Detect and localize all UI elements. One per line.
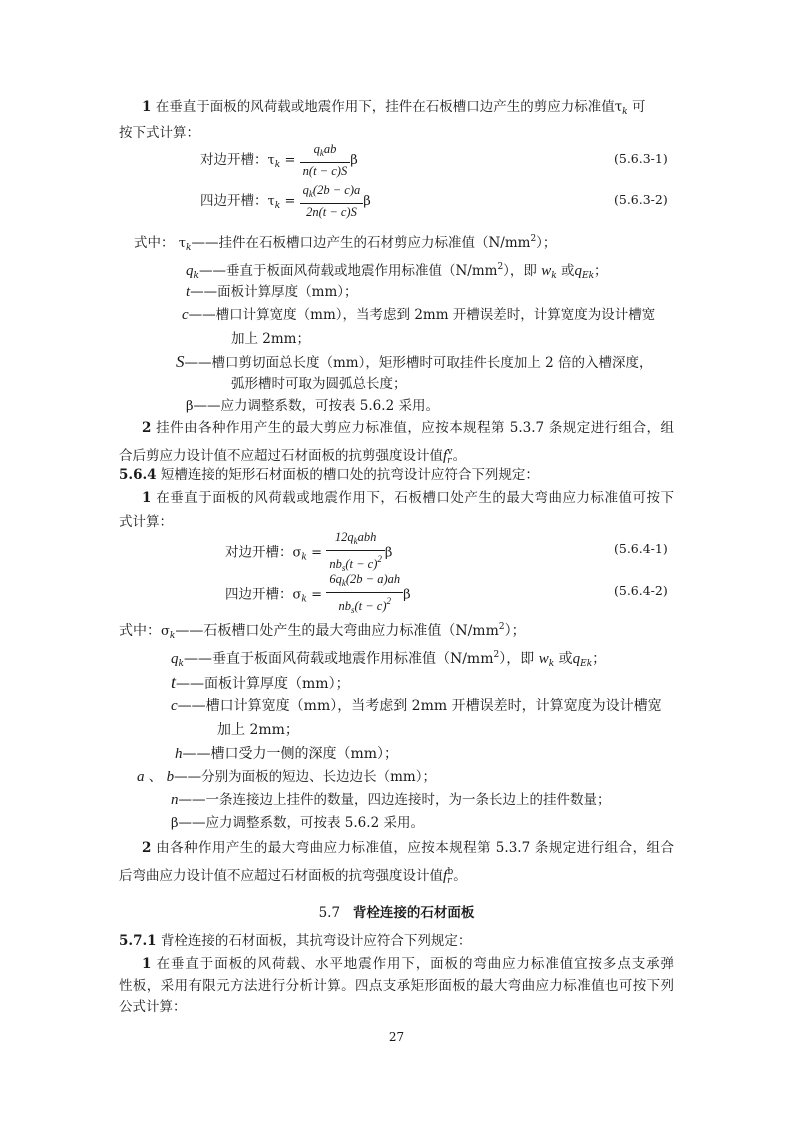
para-5-line-2: 性板，采用有限元方法进行分析计算。四点支承矩形面板的最大弯曲应力标准值也可按下列 (119, 978, 674, 994)
def-ab: a 、 b——分别为面板的短边、长边边长（mm）； (137, 769, 436, 785)
para-3-line-1: 1 在垂直于面板的风荷载或地震作用下，石板槽口处产生的最大弯曲应力标准值可按下 (142, 490, 675, 506)
para-5-line-3: 公式计算： (119, 999, 187, 1015)
def-c-cont: 加上 2mm； (231, 331, 310, 347)
page-number: 27 (388, 1030, 405, 1044)
equation-label: (5.6.3-2) (614, 192, 668, 207)
fraction: $\frac{q_k(2b - c)a}{2n(t - c)S}$ (300, 183, 364, 220)
para-4-line-2: 后弯曲应力设计值不应超过石材面板的抗弯强度设计值$f_r^b$。 (119, 867, 467, 886)
def-sigma: 式中：$\sigma_k——$石板槽口处产生的最大弯曲应力标准值$(N/mm^2)$； (119, 622, 526, 641)
equation-label: (5.6.4-1) (614, 541, 668, 556)
para-1-line-2: 按下式计算： (119, 125, 200, 141)
def-tau: 式中： $\tau_k——$挂件在石板槽口边产生的石材剪应力标准值$(N/mm^2)$； (134, 234, 557, 253)
clause-5-6-4: 5.6.4 短槽连接的矩形石材面板的槽口处的抗弯设计应符合下列规定： (119, 467, 539, 483)
clause-5-7-1: 5.7.1 背栓连接的石材面板，其抗弯设计应符合下列规定： (119, 933, 472, 949)
equation-5-6-4-2: 四边开槽：$\sigma_k$ = $\frac{6q_k(2b - a)ah}{nb_s(t - c)^2}$ β (225, 572, 411, 619)
def-c: c——槽口计算宽度（mm），当考虑到 2mm 开槽误差时，计算宽度为设计槽宽 (182, 307, 656, 323)
equation-5-6-3-2: 四边开槽：$\tau_k$ = $\frac{q_k(2b - c)a}{2n(t - c)S}$ β (200, 183, 371, 219)
def-qk: $q_k——$垂直于板面风荷载或地震作用标准值$(N/mm^2)$，即 $w_k$ 或$q_{Ek}$； (171, 650, 607, 669)
para-2-line-1: 2 挂件由各种作用产生的最大剪应力标准值，应按本规程第 5.3.7 条规定进行组合，组 (142, 420, 674, 436)
para-5-line-1: 1 在垂直于面板的风荷载、水平地震作用下，面板的弯曲应力标准值宜按多点支承弹 (142, 956, 675, 972)
equation-label: (5.6.4-2) (614, 583, 668, 598)
def-h: h——槽口受力一侧的深度（mm）； (175, 746, 399, 762)
def-t: t——面板计算厚度（mm）； (171, 672, 350, 692)
def-n: n——一条连接边上挂件的数量，四边连接时，为一条长边上的挂件数量； (171, 792, 611, 808)
def-c-cont: 加上 2mm； (217, 722, 299, 738)
fraction: $\frac{6q_k(2b - a)ah}{nb_s(t - c)^2}$ (326, 572, 403, 618)
equation-5-6-4-1: 对边开槽：$\sigma_k$ = $\frac{12q_kabh}{nb_s(t - c)^2}$ β (225, 530, 392, 577)
def-qk: $q_k——$垂直于板面风荷载或地震作用标准值$(N/mm^2)$，即 $w_k$ 或$q_{Ek}$； (186, 262, 608, 281)
para-3-line-2: 式计算： (119, 514, 173, 530)
def-s: S——槽口剪切面总长度（mm），矩形槽时可取挂件长度加上 2 倍的入槽深度， (176, 352, 653, 371)
equation-label: (5.6.3-1) (614, 151, 668, 166)
fraction: $\frac{12q_kabh}{nb_s(t - c)^2}$ (326, 530, 385, 576)
def-c: c——槽口计算宽度（mm），当考虑到 2mm 开槽误差时，计算宽度为设计槽宽 (171, 698, 662, 714)
item-number: 1 (142, 99, 152, 115)
def-s-cont: 弧形槽时可取为圆弧总长度； (231, 376, 407, 392)
def-beta: β——应力调整系数，可按表 5.6.2 采用。 (186, 398, 439, 414)
para-4-line-1: 2 由各种作用产生的最大弯曲应力标准值，应按本规程第 5.3.7 条规定进行组合，组合 (142, 840, 674, 856)
para-2-line-2: 合后剪应力设计值不应超过石材面板的抗剪强度设计值$f_r^v$。 (119, 447, 467, 466)
section-heading-5-7: 5.7 背栓连接的石材面板 (318, 905, 475, 921)
def-t: t——面板计算厚度（mm）； (186, 284, 358, 300)
def-beta: β——应力调整系数，可按表 5.6.2 采用。 (171, 815, 424, 831)
fraction: $\frac{q_kab}{n(t - c)S}$ (300, 142, 351, 179)
equation-5-6-3-1: 对边开槽：$\tau_k$ = $\frac{q_kab}{n(t - c)S}$ β (200, 142, 358, 178)
para-1-line-1: 1 在垂直于面板的风荷载或地震作用下，挂件在石板槽口边产生的剪应力标准值$\tau_k$ 可 (142, 99, 646, 117)
